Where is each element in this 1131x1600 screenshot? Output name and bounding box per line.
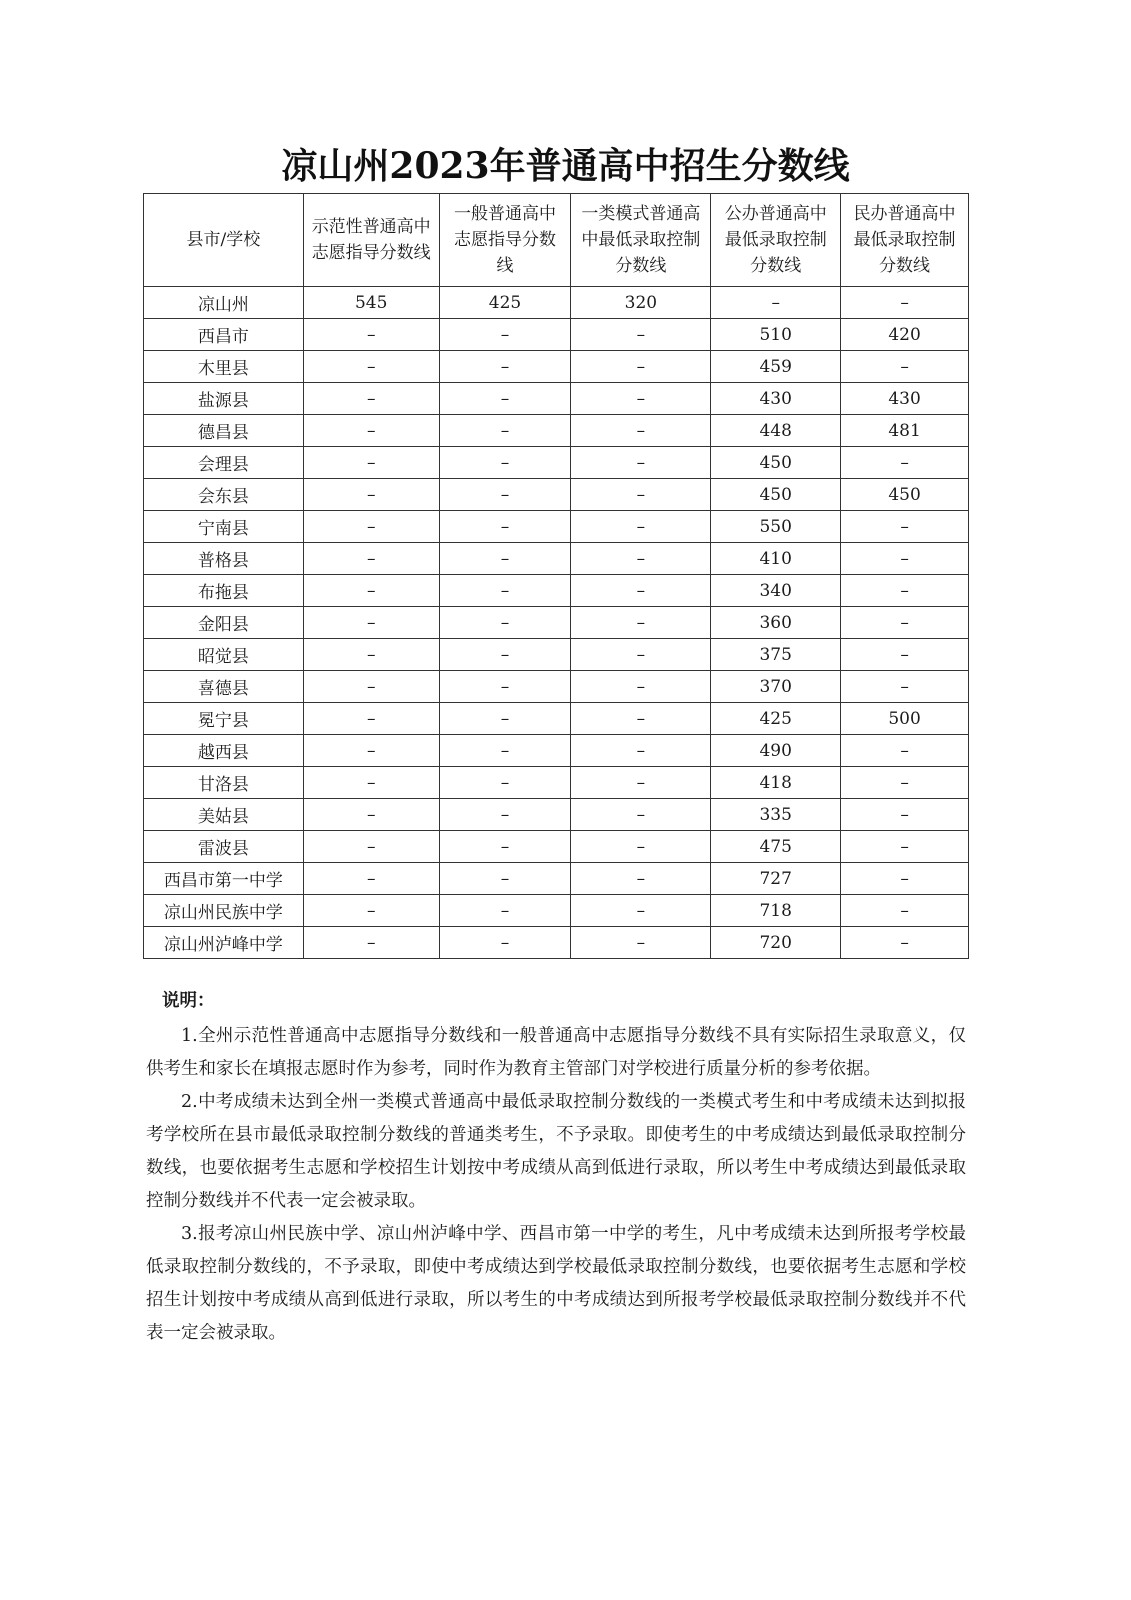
score-cell: –	[439, 767, 571, 799]
region-name-cell: 木里县	[144, 351, 304, 383]
score-cell: –	[841, 351, 969, 383]
score-cell: 410	[711, 543, 841, 575]
notes-title: 说明：	[162, 991, 215, 1011]
region-name-cell: 西昌市第一中学	[144, 863, 304, 895]
score-cell: –	[571, 927, 711, 959]
note-item: 3.报考凉山州民族中学、凉山州泸峰中学、西昌市第一中学的考生，凡中考成绩未达到所报考学校最低录取控制分数线的，不予录取，即使中考成绩达到学校最低录取控制分数线，也要依据考生志愿和学校招生计划按中考成绩从高到低进行录取，所以考生的中考成绩达到所报考学校最低录取控制分数线并不代表一定会被录取。	[146, 1224, 966, 1343]
score-cell: –	[439, 383, 571, 415]
score-cell: –	[711, 287, 841, 319]
score-cell: –	[571, 895, 711, 927]
score-cell: –	[571, 671, 711, 703]
region-name-cell: 昭觉县	[144, 639, 304, 671]
score-cell: –	[439, 415, 571, 447]
score-cell: –	[571, 351, 711, 383]
score-cell: –	[439, 863, 571, 895]
score-cell: 550	[711, 511, 841, 543]
score-cell: –	[303, 895, 439, 927]
header-class-one-min: 一类模式普通高中最低录取控制分数线	[571, 194, 711, 287]
score-cell: –	[571, 607, 711, 639]
table-row	[144, 799, 969, 831]
score-cell: –	[841, 927, 969, 959]
score-cell: –	[303, 607, 439, 639]
score-cell: –	[439, 607, 571, 639]
score-cell: 490	[711, 735, 841, 767]
region-name-cell: 越西县	[144, 735, 304, 767]
region-name-cell: 会理县	[144, 447, 304, 479]
score-cell: –	[303, 447, 439, 479]
table-row	[144, 415, 969, 447]
score-cell: 320	[571, 287, 711, 319]
table-row	[144, 351, 969, 383]
page-title: 凉山州2023年普通高中招生分数线	[281, 145, 850, 187]
score-cell: –	[571, 575, 711, 607]
score-cell: –	[841, 767, 969, 799]
score-cell: 375	[711, 639, 841, 671]
score-cell: –	[439, 735, 571, 767]
score-cell: –	[571, 447, 711, 479]
table-row	[144, 831, 969, 863]
header-private-min: 民办普通高中最低录取控制分数线	[841, 194, 969, 287]
table-row	[144, 511, 969, 543]
score-cell: –	[439, 927, 571, 959]
score-cell: –	[841, 575, 969, 607]
score-cell: –	[303, 543, 439, 575]
score-cell: –	[303, 671, 439, 703]
region-name-cell: 甘洛县	[144, 767, 304, 799]
score-cell: –	[303, 639, 439, 671]
score-cell: 500	[841, 703, 969, 735]
score-cell: –	[439, 351, 571, 383]
score-cell: –	[303, 575, 439, 607]
score-cell: 510	[711, 319, 841, 351]
score-cell: –	[841, 799, 969, 831]
header-region: 县市/学校	[144, 194, 304, 287]
score-cell: 360	[711, 607, 841, 639]
header-public-min: 公办普通高中最低录取控制分数线	[711, 194, 841, 287]
score-table	[143, 193, 969, 959]
score-cell: –	[841, 895, 969, 927]
region-name-cell: 美姑县	[144, 799, 304, 831]
score-cell: 425	[711, 703, 841, 735]
score-cell: 475	[711, 831, 841, 863]
score-cell: 450	[841, 479, 969, 511]
score-cell: –	[841, 735, 969, 767]
score-cell: –	[303, 799, 439, 831]
region-name-cell: 盐源县	[144, 383, 304, 415]
score-cell: 720	[711, 927, 841, 959]
note-item: 2.中考成绩未达到全州一类模式普通高中最低录取控制分数线的一类模式考生和中考成绩未达到拟报考学校所在县市最低录取控制分数线的普通类考生，不予录取。即使考生的中考成绩达到最低录取控制分数线，也要依据考生志愿和学校招生计划按中考成绩从高到低进行录取，所以考生中考成绩达到最低录取控制分数线并不代表一定会被录取。	[146, 1092, 966, 1211]
region-name-cell: 雷波县	[144, 831, 304, 863]
score-cell: 430	[711, 383, 841, 415]
score-cell: –	[571, 543, 711, 575]
score-cell: –	[303, 703, 439, 735]
score-cell: –	[439, 319, 571, 351]
table-body	[144, 287, 969, 959]
score-cell: –	[303, 767, 439, 799]
table-row	[144, 543, 969, 575]
score-cell: –	[439, 575, 571, 607]
score-cell: 481	[841, 415, 969, 447]
table-row	[144, 383, 969, 415]
table-row	[144, 863, 969, 895]
score-cell: –	[841, 543, 969, 575]
table-row	[144, 447, 969, 479]
region-name-cell: 凉山州民族中学	[144, 895, 304, 927]
score-cell: –	[303, 383, 439, 415]
table-row	[144, 895, 969, 927]
score-cell: –	[571, 511, 711, 543]
note-item: 1.全州示范性普通高中志愿指导分数线和一般普通高中志愿指导分数线不具有实际招生录取意义，仅供考生和家长在填报志愿时作为参考，同时作为教育主管部门对学校进行质量分析的参考依据。	[146, 1026, 966, 1079]
score-cell: 727	[711, 863, 841, 895]
table-row	[144, 479, 969, 511]
score-cell: –	[571, 383, 711, 415]
score-cell: –	[841, 863, 969, 895]
score-cell: 448	[711, 415, 841, 447]
table-row	[144, 639, 969, 671]
score-cell: –	[571, 479, 711, 511]
score-cell: –	[571, 703, 711, 735]
score-cell: 425	[439, 287, 571, 319]
region-name-cell: 布拖县	[144, 575, 304, 607]
score-cell: –	[571, 319, 711, 351]
score-cell: 335	[711, 799, 841, 831]
score-cell: –	[303, 511, 439, 543]
score-cell: –	[571, 639, 711, 671]
region-name-cell: 宁南县	[144, 511, 304, 543]
region-name-cell: 凉山州泸峰中学	[144, 927, 304, 959]
score-cell: –	[439, 895, 571, 927]
score-cell: 718	[711, 895, 841, 927]
score-cell: –	[439, 703, 571, 735]
score-cell: –	[571, 799, 711, 831]
score-cell: –	[303, 863, 439, 895]
score-cell: –	[439, 447, 571, 479]
score-cell: –	[303, 351, 439, 383]
score-cell: –	[303, 479, 439, 511]
region-name-cell: 喜德县	[144, 671, 304, 703]
region-name-cell: 凉山州	[144, 287, 304, 319]
score-cell: –	[571, 735, 711, 767]
score-cell: –	[841, 639, 969, 671]
score-cell: 430	[841, 383, 969, 415]
score-cell: –	[439, 831, 571, 863]
score-cell: –	[303, 927, 439, 959]
score-cell: –	[841, 447, 969, 479]
score-cell: 450	[711, 447, 841, 479]
score-cell: –	[303, 831, 439, 863]
score-cell: –	[439, 479, 571, 511]
score-cell: –	[439, 511, 571, 543]
score-cell: 545	[303, 287, 439, 319]
table-row	[144, 703, 969, 735]
score-cell: –	[303, 319, 439, 351]
score-cell: 450	[711, 479, 841, 511]
table-row	[144, 927, 969, 959]
notes-section	[146, 985, 966, 1350]
score-cell: –	[571, 415, 711, 447]
table-row	[144, 319, 969, 351]
score-cell: –	[571, 831, 711, 863]
table-row	[144, 671, 969, 703]
score-cell: –	[841, 831, 969, 863]
score-cell: –	[439, 671, 571, 703]
score-cell: 459	[711, 351, 841, 383]
header-demonstration-guide: 示范性普通高中志愿指导分数线	[303, 194, 439, 287]
region-name-cell: 普格县	[144, 543, 304, 575]
score-cell: –	[439, 543, 571, 575]
region-name-cell: 会东县	[144, 479, 304, 511]
score-cell: –	[841, 607, 969, 639]
table-row	[144, 575, 969, 607]
table-row	[144, 735, 969, 767]
score-cell: –	[439, 639, 571, 671]
region-name-cell: 西昌市	[144, 319, 304, 351]
score-cell: 340	[711, 575, 841, 607]
score-cell: –	[841, 511, 969, 543]
score-cell: –	[303, 415, 439, 447]
score-cell: –	[571, 863, 711, 895]
header-general-guide: 一般普通高中志愿指导分数线	[439, 194, 571, 287]
table-row	[144, 767, 969, 799]
score-cell: 420	[841, 319, 969, 351]
score-cell: 370	[711, 671, 841, 703]
region-name-cell: 德昌县	[144, 415, 304, 447]
region-name-cell: 金阳县	[144, 607, 304, 639]
score-cell: –	[841, 287, 969, 319]
region-name-cell: 冕宁县	[144, 703, 304, 735]
score-cell: –	[303, 735, 439, 767]
table-row	[144, 287, 969, 319]
score-cell: –	[571, 767, 711, 799]
table-row	[144, 607, 969, 639]
table-header-row	[144, 194, 969, 287]
score-cell: –	[439, 799, 571, 831]
score-cell: –	[841, 671, 969, 703]
score-cell: 418	[711, 767, 841, 799]
